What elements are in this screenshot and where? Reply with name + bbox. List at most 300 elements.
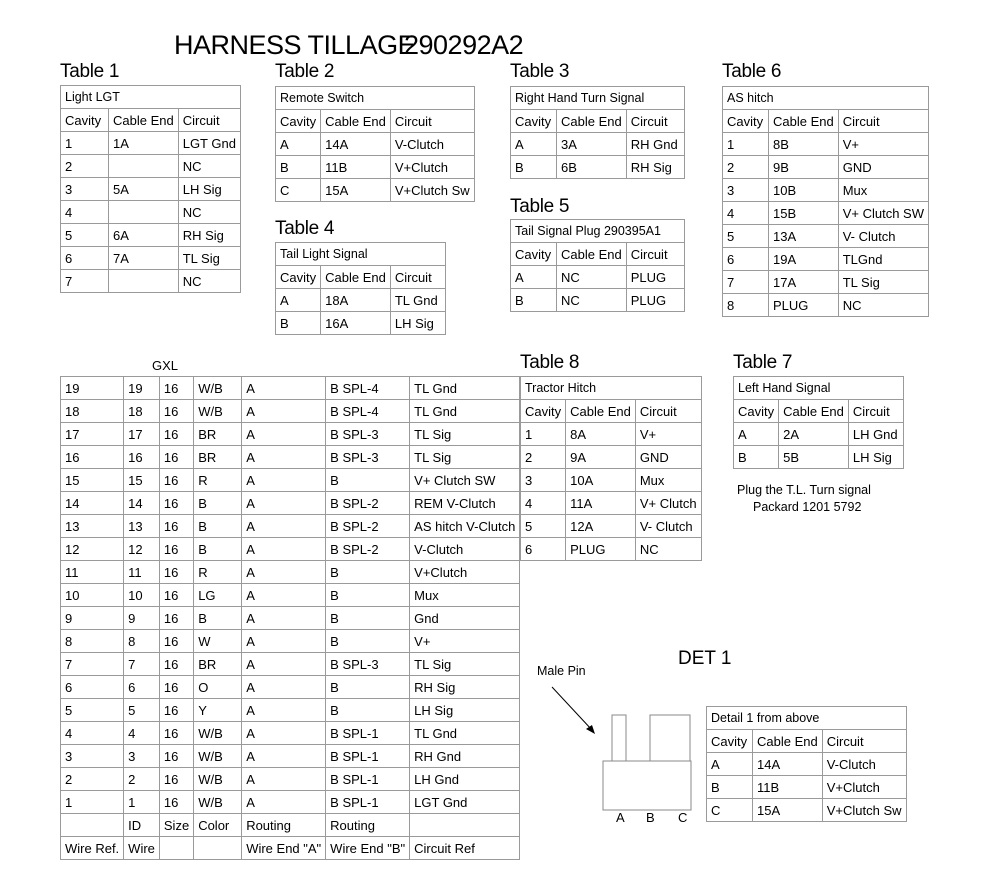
pin-letter-c: C bbox=[678, 810, 688, 825]
cell: 5 bbox=[723, 225, 769, 248]
cell: TL Sig bbox=[410, 653, 520, 676]
table-row bbox=[61, 561, 520, 584]
cell: 11 bbox=[124, 561, 160, 584]
column-header: Circuit bbox=[838, 110, 928, 133]
pin-c-outline bbox=[650, 715, 690, 761]
cell: 16 bbox=[61, 446, 124, 469]
table-row bbox=[707, 799, 907, 822]
cell: 1 bbox=[61, 791, 124, 814]
cell: 3 bbox=[521, 469, 566, 492]
cell: 3 bbox=[61, 178, 109, 201]
cell: 16 bbox=[159, 377, 193, 400]
table-row bbox=[707, 776, 907, 799]
column-header: Cable End bbox=[753, 730, 823, 753]
table-row bbox=[61, 699, 520, 722]
cell: 2 bbox=[61, 768, 124, 791]
column-header: Cavity bbox=[511, 110, 557, 133]
cell: A bbox=[242, 423, 326, 446]
table-row bbox=[61, 515, 520, 538]
column-header: Circuit bbox=[178, 109, 240, 132]
table-row bbox=[61, 492, 520, 515]
cell: 16 bbox=[159, 423, 193, 446]
column-header: Circuit bbox=[822, 730, 906, 753]
cell: NC bbox=[178, 201, 240, 224]
cell: RH Sig bbox=[626, 156, 684, 179]
detail-table bbox=[706, 706, 907, 822]
cell: C bbox=[707, 799, 753, 822]
wire-header-row bbox=[61, 837, 520, 860]
cell bbox=[109, 270, 179, 293]
cell: LG bbox=[194, 584, 242, 607]
cell: B bbox=[511, 289, 557, 312]
cell: NC bbox=[178, 270, 240, 293]
cell: 1 bbox=[61, 132, 109, 155]
cell: LH Sig bbox=[390, 312, 445, 335]
cell: 11 bbox=[61, 561, 124, 584]
cell: TL Sig bbox=[410, 423, 520, 446]
table-row bbox=[61, 791, 520, 814]
table-8 bbox=[520, 376, 702, 561]
cell: W/B bbox=[194, 791, 242, 814]
table-1 bbox=[60, 85, 241, 293]
table-row bbox=[723, 202, 929, 225]
cell: 16 bbox=[124, 446, 160, 469]
cell: 16 bbox=[159, 469, 193, 492]
cell: 5 bbox=[61, 224, 109, 247]
cell: 15B bbox=[769, 202, 839, 225]
cell: R bbox=[194, 561, 242, 584]
column-header bbox=[194, 837, 242, 860]
cell: A bbox=[511, 266, 557, 289]
cell: 16 bbox=[159, 630, 193, 653]
column-header: Circuit bbox=[390, 110, 474, 133]
column-header bbox=[159, 837, 193, 860]
column-header: Cavity bbox=[707, 730, 753, 753]
cell: 9A bbox=[566, 446, 636, 469]
cell: A bbox=[242, 699, 326, 722]
cell: W/B bbox=[194, 745, 242, 768]
cell: 5B bbox=[779, 446, 849, 469]
cell bbox=[109, 155, 179, 178]
table-1-label: Table 1 bbox=[60, 61, 120, 82]
cell: LH Gnd bbox=[410, 768, 520, 791]
table-row bbox=[61, 377, 520, 400]
table-row bbox=[511, 289, 685, 312]
table-row bbox=[723, 225, 929, 248]
cell: BR bbox=[194, 423, 242, 446]
table-row bbox=[61, 224, 241, 247]
cell: B bbox=[734, 446, 779, 469]
table-row bbox=[61, 676, 520, 699]
cell: 6 bbox=[61, 247, 109, 270]
column-header: Wire End "A" bbox=[242, 837, 326, 860]
cell: LGT Gnd bbox=[410, 791, 520, 814]
cell: B bbox=[511, 156, 557, 179]
cell: BR bbox=[194, 446, 242, 469]
pointer-arrow-line bbox=[552, 687, 592, 730]
cell: 4 bbox=[723, 202, 769, 225]
male-pin-label: Male Pin bbox=[537, 664, 586, 678]
table-5 bbox=[510, 219, 685, 312]
part-number: 290292A2 bbox=[404, 30, 524, 60]
table-row bbox=[61, 469, 520, 492]
cell: 12 bbox=[61, 538, 124, 561]
cell: NC bbox=[635, 538, 701, 561]
table-row bbox=[521, 515, 702, 538]
cell: 15 bbox=[124, 469, 160, 492]
cell: V+Clutch bbox=[410, 561, 520, 584]
cell: NC bbox=[838, 294, 928, 317]
cell: 12A bbox=[566, 515, 636, 538]
cell: B SPL-3 bbox=[326, 653, 410, 676]
column-header: Wire bbox=[124, 837, 160, 860]
column-header: Circuit bbox=[626, 243, 684, 266]
cell: LH Gnd bbox=[848, 423, 903, 446]
table-caption: Right Hand Turn Signal bbox=[511, 87, 685, 110]
table-caption: Detail 1 from above bbox=[707, 707, 907, 730]
cell: 16 bbox=[159, 400, 193, 423]
cell: O bbox=[194, 676, 242, 699]
cell: A bbox=[242, 377, 326, 400]
cell: 16 bbox=[159, 492, 193, 515]
cell: B bbox=[194, 515, 242, 538]
cell: 11B bbox=[753, 776, 823, 799]
table-row bbox=[61, 653, 520, 676]
pointer-arrow-head bbox=[586, 725, 595, 734]
column-header: Circuit Ref bbox=[410, 837, 520, 860]
table-row bbox=[61, 247, 241, 270]
cell: TL Sig bbox=[838, 271, 928, 294]
cell: 7 bbox=[61, 270, 109, 293]
column-header: Cable End bbox=[321, 110, 391, 133]
cell: GND bbox=[635, 446, 701, 469]
cell: A bbox=[242, 791, 326, 814]
table-row bbox=[61, 584, 520, 607]
cell: 16 bbox=[159, 561, 193, 584]
table-8-label: Table 8 bbox=[520, 352, 580, 373]
cell: 8A bbox=[566, 423, 636, 446]
cell: 16 bbox=[159, 653, 193, 676]
column-header: Cable End bbox=[321, 266, 391, 289]
cell: V- Clutch bbox=[838, 225, 928, 248]
cell: Y bbox=[194, 699, 242, 722]
cell: 15A bbox=[321, 179, 391, 202]
cell: A bbox=[276, 289, 321, 312]
cell: NC bbox=[557, 266, 627, 289]
column-header: Circuit bbox=[635, 400, 701, 423]
cell: 1A bbox=[109, 132, 179, 155]
column-header: Cable End bbox=[557, 243, 627, 266]
cell: GND bbox=[838, 156, 928, 179]
cell: 11B bbox=[321, 156, 391, 179]
table-7-label: Table 7 bbox=[733, 352, 793, 373]
cell: 5 bbox=[124, 699, 160, 722]
cell: RH Gnd bbox=[410, 745, 520, 768]
detail-title: DET 1 bbox=[678, 648, 732, 669]
cell: V-Clutch bbox=[822, 753, 906, 776]
column-header: Circuit bbox=[390, 266, 445, 289]
cell: 19 bbox=[124, 377, 160, 400]
cell: B SPL-2 bbox=[326, 538, 410, 561]
cell: A bbox=[242, 745, 326, 768]
cell: RH Sig bbox=[410, 676, 520, 699]
cell: 14 bbox=[124, 492, 160, 515]
cell: 5A bbox=[109, 178, 179, 201]
plug-note-line-2: Packard 1201 5792 bbox=[753, 500, 862, 514]
cell: LH Sig bbox=[178, 178, 240, 201]
cell: 16 bbox=[159, 676, 193, 699]
table-row bbox=[61, 178, 241, 201]
cell: LH Sig bbox=[410, 699, 520, 722]
cell: 18 bbox=[124, 400, 160, 423]
table-row bbox=[61, 607, 520, 630]
table-caption: Remote Switch bbox=[276, 87, 475, 110]
cell: A bbox=[242, 538, 326, 561]
cell: 16 bbox=[159, 768, 193, 791]
cell: B bbox=[276, 156, 321, 179]
cell: LH Sig bbox=[848, 446, 903, 469]
cell: B bbox=[194, 538, 242, 561]
cell: 7 bbox=[124, 653, 160, 676]
table-row bbox=[723, 133, 929, 156]
cell: 3 bbox=[61, 745, 124, 768]
connector-svg bbox=[540, 675, 710, 815]
cell: 5 bbox=[61, 699, 124, 722]
pin-letter-b: B bbox=[646, 810, 655, 825]
cell: 9 bbox=[61, 607, 124, 630]
table-row bbox=[723, 248, 929, 271]
cell: 3 bbox=[124, 745, 160, 768]
cell: V+ bbox=[410, 630, 520, 653]
cell: 10 bbox=[124, 584, 160, 607]
cell: V+Clutch Sw bbox=[822, 799, 906, 822]
column-header: Size bbox=[159, 814, 193, 837]
table-caption: Left Hand Signal bbox=[734, 377, 904, 400]
cell: TL Sig bbox=[178, 247, 240, 270]
cell: B bbox=[707, 776, 753, 799]
table-row bbox=[61, 132, 241, 155]
cell: 8 bbox=[124, 630, 160, 653]
connector-body bbox=[603, 761, 691, 810]
table-row bbox=[511, 156, 685, 179]
column-header: Routing bbox=[242, 814, 326, 837]
table-row bbox=[276, 156, 475, 179]
cell: 16 bbox=[159, 515, 193, 538]
table-caption: Light LGT bbox=[61, 86, 241, 109]
table-2 bbox=[275, 86, 475, 202]
cell: PLUG bbox=[566, 538, 636, 561]
column-header: Circuit bbox=[626, 110, 684, 133]
table-row bbox=[276, 179, 475, 202]
cell: 16 bbox=[159, 607, 193, 630]
cell: TL Gnd bbox=[390, 289, 445, 312]
table-row bbox=[521, 469, 702, 492]
cell: 16 bbox=[159, 584, 193, 607]
cell: B SPL-3 bbox=[326, 423, 410, 446]
table-row bbox=[61, 155, 241, 178]
cell: 4 bbox=[61, 722, 124, 745]
cell: 16 bbox=[159, 791, 193, 814]
cell: 15A bbox=[753, 799, 823, 822]
cell: 16 bbox=[159, 538, 193, 561]
cell: 6 bbox=[723, 248, 769, 271]
cell: Mux bbox=[410, 584, 520, 607]
cell: Mux bbox=[635, 469, 701, 492]
table-caption: AS hitch bbox=[723, 87, 929, 110]
table-caption: Tail Light Signal bbox=[276, 243, 446, 266]
column-header bbox=[61, 814, 124, 837]
table-row bbox=[723, 294, 929, 317]
cell: W/B bbox=[194, 400, 242, 423]
cell: 10A bbox=[566, 469, 636, 492]
column-header: Cable End bbox=[566, 400, 636, 423]
cell: 9 bbox=[124, 607, 160, 630]
cell: LGT Gnd bbox=[178, 132, 240, 155]
table-caption: Tractor Hitch bbox=[521, 377, 702, 400]
cell: W bbox=[194, 630, 242, 653]
page-title: HARNESS TILLAGE bbox=[174, 30, 416, 60]
cell: A bbox=[511, 133, 557, 156]
cell: B bbox=[326, 561, 410, 584]
cell: V+ bbox=[635, 423, 701, 446]
table-row bbox=[276, 289, 446, 312]
cell: 16A bbox=[321, 312, 391, 335]
cell: B SPL-3 bbox=[326, 446, 410, 469]
cell: 8B bbox=[769, 133, 839, 156]
table-row bbox=[707, 753, 907, 776]
table-3 bbox=[510, 86, 685, 179]
wire-header-row bbox=[61, 814, 520, 837]
table-3-label: Table 3 bbox=[510, 61, 570, 82]
cell: TL Gnd bbox=[410, 377, 520, 400]
table-row bbox=[61, 722, 520, 745]
cell: 11A bbox=[566, 492, 636, 515]
cell: BR bbox=[194, 653, 242, 676]
cell: 19 bbox=[61, 377, 124, 400]
table-row bbox=[61, 270, 241, 293]
cell: A bbox=[242, 653, 326, 676]
cell bbox=[109, 201, 179, 224]
column-header: Circuit bbox=[848, 400, 903, 423]
table-row bbox=[61, 768, 520, 791]
table-2-label: Table 2 bbox=[275, 61, 335, 82]
cell: Gnd bbox=[410, 607, 520, 630]
cell: 17 bbox=[61, 423, 124, 446]
cell: B bbox=[194, 607, 242, 630]
table-caption: Tail Signal Plug 290395A1 bbox=[511, 220, 685, 243]
cell: TL Sig bbox=[410, 446, 520, 469]
cell: 13A bbox=[769, 225, 839, 248]
cell: TL Gnd bbox=[410, 400, 520, 423]
table-row bbox=[734, 446, 904, 469]
cell: A bbox=[276, 133, 321, 156]
cell: 18 bbox=[61, 400, 124, 423]
cell: B SPL-2 bbox=[326, 515, 410, 538]
cell: 1 bbox=[124, 791, 160, 814]
table-row bbox=[61, 745, 520, 768]
table-row bbox=[61, 538, 520, 561]
table-6 bbox=[722, 86, 929, 317]
cell: V+Clutch bbox=[822, 776, 906, 799]
cell: B SPL-4 bbox=[326, 400, 410, 423]
cell: A bbox=[242, 469, 326, 492]
table-6-label: Table 6 bbox=[722, 61, 782, 82]
cell: 16 bbox=[159, 722, 193, 745]
cell: V+Clutch Sw bbox=[390, 179, 474, 202]
pin-letter-a: A bbox=[616, 810, 625, 825]
column-header: Wire Ref. bbox=[61, 837, 124, 860]
cell: B bbox=[326, 607, 410, 630]
cell: B bbox=[194, 492, 242, 515]
cell: 14A bbox=[321, 133, 391, 156]
pin-a-outline bbox=[612, 715, 626, 761]
cell: V+ Clutch SW bbox=[838, 202, 928, 225]
cell: 10B bbox=[769, 179, 839, 202]
cell: AS hitch V-Clutch bbox=[410, 515, 520, 538]
cell: V+ bbox=[838, 133, 928, 156]
cell: RH Gnd bbox=[626, 133, 684, 156]
cell: 16 bbox=[159, 446, 193, 469]
cell: 2 bbox=[723, 156, 769, 179]
cell: NC bbox=[557, 289, 627, 312]
cell: B SPL-1 bbox=[326, 745, 410, 768]
cell: NC bbox=[178, 155, 240, 178]
cell: A bbox=[242, 630, 326, 653]
plug-note-line-1: Plug the T.L. Turn signal bbox=[737, 483, 871, 497]
cell: B bbox=[326, 699, 410, 722]
cell: B bbox=[276, 312, 321, 335]
cell: 19A bbox=[769, 248, 839, 271]
cell: REM V-Clutch bbox=[410, 492, 520, 515]
column-header: Cavity bbox=[276, 110, 321, 133]
cell: A bbox=[242, 492, 326, 515]
table-row bbox=[61, 201, 241, 224]
cell: 6 bbox=[124, 676, 160, 699]
cell: 14A bbox=[753, 753, 823, 776]
connector-drawing bbox=[540, 675, 710, 815]
wire-table bbox=[60, 376, 520, 860]
cell: 6B bbox=[557, 156, 627, 179]
cell: 4 bbox=[124, 722, 160, 745]
cell: A bbox=[242, 561, 326, 584]
cell: 15 bbox=[61, 469, 124, 492]
table-row bbox=[521, 492, 702, 515]
cell: V-Clutch bbox=[390, 133, 474, 156]
cell: B SPL-1 bbox=[326, 791, 410, 814]
table-row bbox=[276, 133, 475, 156]
cell: B bbox=[326, 469, 410, 492]
cell: 9B bbox=[769, 156, 839, 179]
cell: B SPL-4 bbox=[326, 377, 410, 400]
column-header: Cable End bbox=[779, 400, 849, 423]
cell: V+ Clutch bbox=[635, 492, 701, 515]
cell: V-Clutch bbox=[410, 538, 520, 561]
column-header: Routing bbox=[326, 814, 410, 837]
cell: RH Sig bbox=[178, 224, 240, 247]
cell: 16 bbox=[159, 699, 193, 722]
cell: 17 bbox=[124, 423, 160, 446]
cell: A bbox=[734, 423, 779, 446]
table-row bbox=[511, 266, 685, 289]
column-header: Cavity bbox=[734, 400, 779, 423]
cell: B SPL-2 bbox=[326, 492, 410, 515]
column-header: Cavity bbox=[723, 110, 769, 133]
table-row bbox=[734, 423, 904, 446]
cell: 10 bbox=[61, 584, 124, 607]
cell: A bbox=[242, 584, 326, 607]
cell: B SPL-1 bbox=[326, 768, 410, 791]
cell: W/B bbox=[194, 377, 242, 400]
